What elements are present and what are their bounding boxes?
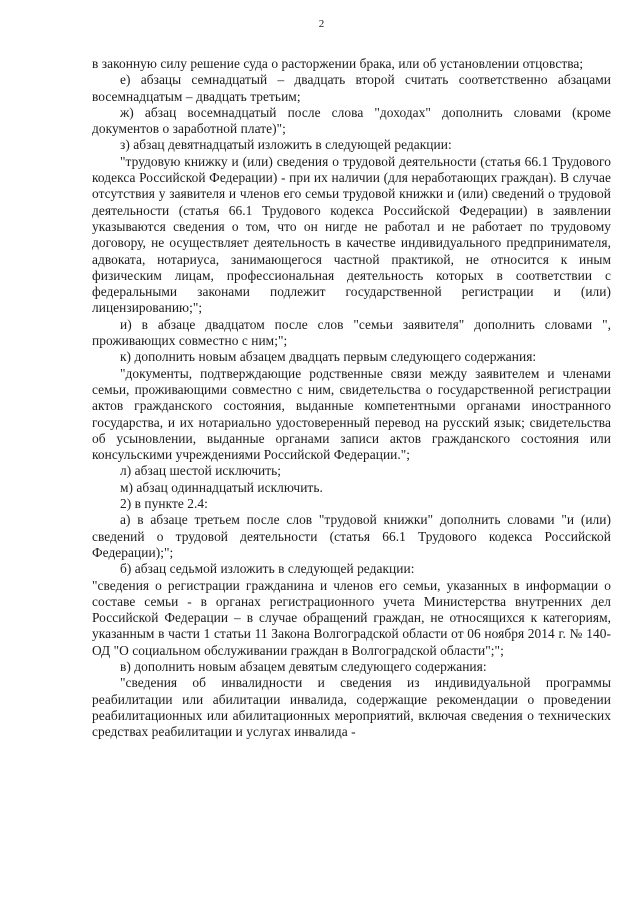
paragraph: л) абзац шестой исключить; [120,463,282,479]
paragraph: а) в абзаце третьем после слов "трудовой книжки" дополнить словами "и (или) сведений о трудовой деятельности (статья 66.1 Трудового кодекса Российской Федерации);"; [92,512,611,560]
paragraph: "сведения о регистрации гражданина и членов его семьи, указанных в информации о составе семьи - в органах регистрационного учета Министерства внутренних дел Российской Федерации – в случае обращений граждан, не относящихся к категориям, указанным в части 1 статьи 11 Закона Волгоградской области от 06 ноября 2014 г. № 140-ОД "О социальном обслуживании граждан в Волгоградской области";"; [92,577,611,658]
paragraph: в законную силу решение суда о расторжении брака, или об установлении отцовства; [92,56,584,71]
paragraph: "трудовую книжку и (или) сведения о трудовой деятельности (статья 66.1 Трудового кодекса Российской Федерации) - при их наличии (для неработающих граждан). В случае отсутствия у заявителя и членов его семьи трудовой книжки и (или) сведений о трудовой деятельности (статья 66.1 Трудового кодекса Российской Федерации) в заявлении указываются сведения о том, что он нигде не работал и не работает по трудовому договору, не осуществляет деятельность в качестве индивидуального предпринимателя, адвоката, нотариуса, занимающегося частной практикой, не относится к иным физическим лицам, профессиональная деятельность которых в соответствии с федеральными законами подлежит государственной регистрации и (или) лицензированию;"; [92,153,611,316]
paragraph: "сведения об инвалидности и сведения из индивидуальной программы реабилитации или абилитации инвалида, содержащие рекомендации о проведении реабилитационных или абилитационных мероприятий, включая сведения о технических средствах реабилитации и услугах инвалида - [92,675,611,740]
paragraph: з) абзац девятнадцатый изложить в следующей редакции: [120,137,452,153]
page-number: 2 [318,18,325,30]
paragraph: и) в абзаце двадцатом после слов "семьи заявителя" дополнить словами ", проживающих совместно с ним;"; [92,316,611,349]
paragraph: м) абзац одиннадцатый исключить. [120,479,323,495]
paragraph: "документы, подтверждающие родственные связи между заявителем и членами семьи, проживающими совместно с ним, свидетельства о государственной регистрации актов гражданского состояния, выданные компетентными органами иностранного государства, и их нотариально удостоверенный перевод на русский язык; свидетельства об усыновлении, выданные органами записи актов гражданского состояния или консульскими учреждениями Российской Федерации."; [92,365,611,463]
paragraph: б) абзац седьмой изложить в следующей редакции: [120,561,415,577]
paragraph: к) дополнить новым абзацем двадцать первым следующего содержания: [120,349,537,365]
paragraph: в) дополнить новым абзацем девятым следующего содержания: [120,658,487,674]
document-body [92,56,611,740]
paragraph: ж) абзац восемнадцатый после слова "доходах" дополнить словами (кроме документов о заработной плате)"; [92,104,611,137]
paragraph: е) абзацы семнадцатый – двадцать второй считать соответственно абзацами восемнадцатым – двадцать третьим; [92,72,611,104]
paragraph: 2) в пункте 2.4: [120,496,208,512]
